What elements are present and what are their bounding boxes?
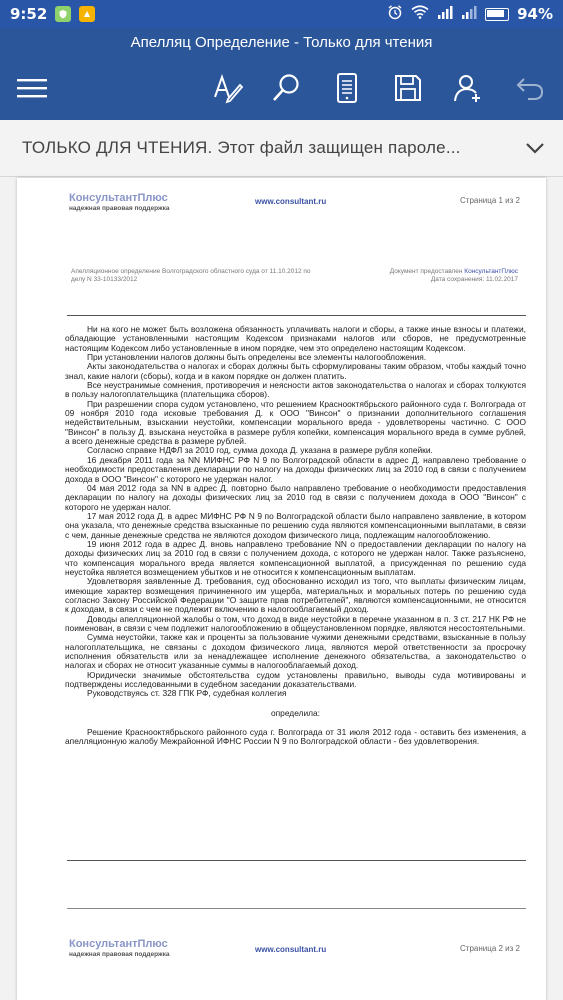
read-only-message: ТОЛЬКО ДЛЯ ЧТЕНИЯ. Этот файл защищен пароле... (22, 138, 461, 157)
share-button[interactable] (450, 68, 486, 108)
save-icon (393, 73, 423, 103)
document-meta-info (390, 268, 518, 284)
paragraph: Доводы апелляционной жалобы о том, что доход в виде неустойки в перечне указанном в п. 3 ст. 217 НК РФ не поименован, в связи с чем подлежит налогообложению в общеустановленном порядке, являются несостоятельными. (65, 613, 526, 633)
site-link[interactable]: www.consultant.ru (255, 197, 327, 206)
signal-icon-2 (461, 5, 477, 23)
undo-icon (516, 75, 544, 101)
undo-button[interactable] (512, 68, 548, 108)
status-bar (0, 0, 563, 28)
footer-rule (67, 860, 526, 861)
document-meta-title: Апелляционное определение Волгоградского областного суда от 11.10.2012 по делу N 33-10133/2012 (71, 268, 311, 283)
battery-level: 94% (517, 5, 553, 23)
reading-view-button[interactable] (330, 68, 364, 108)
brand-logo-page-2 (69, 938, 170, 958)
search-button[interactable] (268, 68, 304, 108)
paragraph: 04 мая 2012 года за NN в адрес Д. повторно было направлено требование о необходимости предоставления декларации по налогу на доходы физических лиц за 2010 год в связи с получением дохода в ООО "Винсон" с которого не удержан налог. (65, 482, 526, 512)
paragraph: Юридически значимые обстоятельства судом установлены правильно, выводы суда мотивированы и подтверждены исследованными в судебном заседании доказательствами. (65, 669, 526, 690)
paragraph: Согласно справке НДФЛ за 2010 год, сумма дохода Д. указана в размере рубля копейки. (87, 445, 433, 456)
paragraph: Акты законодательства о налогах и сборах должны быть сформулированы таким образом, чтобы каждый точно знал, какие налоги (сборы), когда и в каком порядке он должен платить. (65, 361, 526, 381)
provided-by-label: Документ предоставлен (389, 268, 465, 275)
paragraph: 17 мая 2012 года Д. в адрес МИФНС РФ N 9 по Волгоградской области было направлено заявление, в котором она указала, что денежные средства взысканные по решению суда являются компенсационными выплатами, в связи с чем, данные денежные средства не являются доходом физического лица, подлежащим налогообложению. (65, 510, 526, 540)
app-notification-icon (79, 6, 95, 22)
signal-icon (437, 5, 453, 23)
share-person-icon (453, 73, 483, 103)
paragraph: При разрешении спора судом установлено, что решением Краснооктябрьского районного суда г. Волгограда от 09 ноября 2010 года исковые требования Д. к ООО "Винсон" о признании дополнительного соглашения недействительным, взыскании неустойки, компенсации морального вреда - удовлетворены частично. С ООО "Винсон" в пользу Д. взыскана неустойка в размере рубля копейки, компенсация морального вреда в сумме рублей, а всего денежные средства в размере рублей. (65, 398, 526, 447)
format-icon (212, 72, 244, 104)
paragraph: При установлении налогов должны быть определены все элементы налогообложения. (87, 352, 427, 363)
read-only-banner[interactable] (0, 120, 563, 177)
paragraph: Ни на кого не может быть возложена обязанность уплачивать налоги и сборы, а также иные взносы и платежи, обладающие установленными настоящим Кодексом признаками налогов или сборов, не предусмотренные настоящим Кодексом либо установленные в ином порядке, чем это определено настоящим Кодексом. (65, 324, 526, 353)
decision-paragraph: Решение Краснооктябрьского районного суда г. Волгограда от 31 июля 2012 года - оставить без изменения, а апелляционную жалобу Межрайонной ИФНС России N 9 по Волгоградской области - без удовлетворения. (65, 727, 526, 747)
reading-view-icon (335, 72, 359, 104)
paragraph: 19 июня 2012 года в адрес Д. вновь направлено требование NN о предоставлении декларации по налогу на доходы физических лиц за 2010 год в связи с получением дохода, с которого не удержан налог. Также разъяснено, что компенсация морального вреда является компенсационной выплатой, а присужденная по решению суда неустойка является возмещением убытков и не относится к компенсационным выплатам. (65, 538, 526, 577)
document-title: Апелляц Определение - Только для чтения (130, 34, 433, 51)
page-number-1: Страница 1 из 2 (460, 196, 520, 205)
paragraph: Все неустранимые сомнения, противоречия и неясности актов законодательства о налогах и сборах толкуются в пользу налогоплательщика (плательщика сборов). (65, 380, 526, 400)
document-page[interactable] (17, 178, 546, 1000)
format-button[interactable] (210, 68, 246, 108)
determined-heading: определила: (270, 707, 321, 718)
paragraph: Сумма неустойки, также как и проценты за пользование чужими денежными средствами, взысканные в пользу налогоплательщика, не связаны с доходом физического лица, являются мерой ответственности за просрочку исполнения обязательств или за ненадлежащее исполнение денежного обязательства, а законодательство о налогах и сборах не относит указанные суммы в налогооблагаемый доход. (65, 632, 526, 671)
status-time: 9:52 (10, 5, 48, 23)
paragraph: 16 декабря 2011 года за NN МИФНС РФ N 9 по Волгоградской области в адрес Д. направлено требование о необходимости предоставления декларации по налогу на доходы физических лиц за 2010 год в связи с получением дохода в ООО "Винсон" с которого не удержан налог. (65, 454, 526, 484)
save-date: Дата сохранения: 11.02.2017 (430, 276, 518, 283)
menu-icon (16, 76, 48, 100)
brand-name: КонсультантПлюс (69, 938, 168, 950)
brand-tagline: надежная правовая поддержка (69, 951, 170, 958)
paragraph: Удовлетворяя заявленные Д. требования, суд обоснованно исходил из того, что выплаты физическим лицам, имеющие характер возмещения причиненного им ущерба, материальных и моральных потерь по решению суда согласно Закону Российской Федерации "О защите прав потребителей", являются компенсационными, не относится к доходам, в связи с чем не подлежит включению в налогооблагаемый доход. (65, 576, 526, 615)
site-link-page-2[interactable]: www.consultant.ru (255, 945, 327, 954)
save-button[interactable] (390, 68, 426, 108)
search-icon (270, 72, 302, 104)
menu-button[interactable] (14, 68, 50, 108)
page-number-2: Страница 2 из 2 (460, 944, 520, 953)
brand-logo (69, 192, 170, 212)
battery-icon (485, 8, 509, 21)
brand-name: КонсультантПлюс (69, 192, 168, 204)
page-separator (67, 908, 526, 909)
header-rule (67, 315, 526, 316)
chevron-down-icon[interactable] (523, 136, 547, 164)
document-body (65, 325, 526, 747)
wifi-icon (411, 5, 429, 23)
shield-notification-icon (55, 6, 71, 22)
app-bar (0, 28, 563, 120)
brand-tagline: надежная правовая поддержка (69, 205, 170, 212)
alarm-icon (387, 4, 403, 24)
paragraph: Руководствуясь ст. 328 ГПК РФ, судебная коллегия (87, 688, 287, 699)
provided-by-brand: КонсультантПлюс (464, 268, 518, 275)
